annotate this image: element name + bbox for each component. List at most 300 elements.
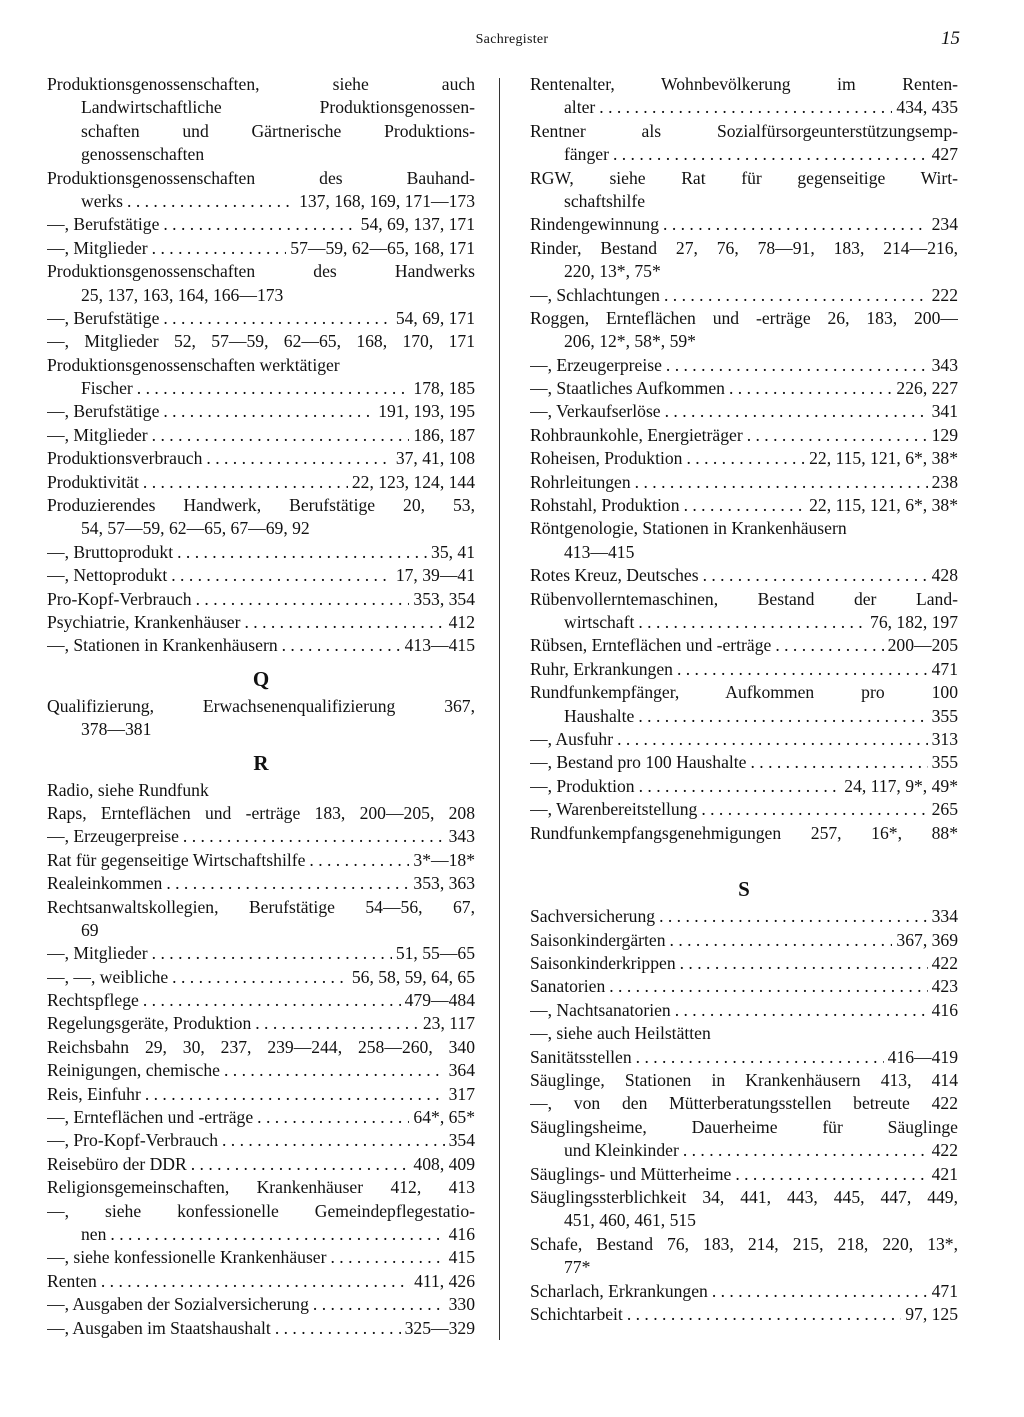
index-entry	[530, 681, 958, 704]
index-entry	[530, 798, 958, 821]
dot-leader	[677, 658, 928, 681]
page-references: 325—329	[404, 1317, 475, 1338]
entry-term: 69	[81, 919, 99, 940]
dot-leader	[686, 447, 805, 470]
entry-term: —, Bruttoprodukt	[47, 541, 174, 562]
dot-leader	[145, 1083, 445, 1106]
entry-term: Rübenvollerntemaschinen, Bestand der Land-	[530, 588, 958, 609]
entry-term: Sachversicherung	[530, 906, 656, 927]
index-entry	[47, 377, 475, 400]
dot-leader	[282, 634, 401, 657]
dot-leader	[775, 634, 883, 657]
index-entry	[47, 1270, 475, 1293]
entry-term: —, —, weibliche	[47, 966, 169, 987]
index-entry	[530, 611, 958, 634]
index-entry	[530, 330, 958, 353]
entry-term: 54, 57—59, 62—65, 67—69, 92	[81, 518, 310, 539]
dot-leader	[152, 237, 287, 260]
entry-term: —, Berufstätige	[47, 307, 160, 328]
index-entry	[47, 1200, 475, 1223]
index-entry	[530, 96, 958, 119]
dot-leader	[729, 377, 892, 400]
index-entry	[47, 120, 475, 143]
index-entry	[47, 237, 475, 260]
entry-term: —, Erzeugerpreise	[47, 826, 179, 847]
running-head: Sachregister	[475, 32, 549, 47]
index-entry	[47, 307, 475, 330]
entry-term: —, Mitglieder	[47, 424, 148, 445]
entry-term: Rentner als Sozialfürsorgeunterstützungsemp-	[530, 120, 958, 141]
entry-term: 77*	[564, 1257, 591, 1278]
index-entry	[47, 73, 475, 96]
dot-leader	[636, 1046, 884, 1069]
page-references: 423	[931, 976, 958, 997]
index-entry	[530, 190, 958, 213]
spacer	[530, 845, 958, 868]
entry-term: —, Ernteflächen und -erträge	[47, 1107, 254, 1128]
entry-term: —, Stationen in Krankenhäusern	[47, 635, 278, 656]
page-references: 412	[448, 611, 475, 632]
index-column-right	[530, 73, 958, 1326]
index-entry	[530, 1139, 958, 1162]
dot-leader	[617, 728, 928, 751]
page-references: 238	[931, 471, 958, 492]
index-entry	[530, 213, 958, 236]
dot-leader	[313, 1293, 445, 1316]
dot-leader	[703, 564, 928, 587]
entry-term: Rohrleitungen	[530, 471, 631, 492]
entry-term: 413—415	[564, 541, 635, 562]
entry-term: Reichsbahn 29, 30, 237, 239—244, 258—260, 340	[47, 1036, 475, 1057]
index-entry	[530, 354, 958, 377]
index-entry	[530, 1256, 958, 1279]
page-references: 137, 168, 169, 171—173	[299, 190, 475, 211]
page-references: 334	[931, 906, 958, 927]
index-entry	[530, 952, 958, 975]
entry-term: —, Mitglieder 52, 57—59, 62—65, 168, 170, 171	[47, 331, 475, 352]
dot-leader	[191, 1153, 410, 1176]
page-references: 341	[931, 401, 958, 422]
entry-term: Säuglings- und Mütterheime	[530, 1163, 732, 1184]
entry-term: —, siehe auch Heilstätten	[530, 1023, 711, 1044]
entry-term: —, Nachtsanatorien	[530, 999, 671, 1020]
index-entry	[47, 1106, 475, 1129]
index-entry	[47, 284, 475, 307]
index-entry	[530, 728, 958, 751]
entry-term: 206, 12*, 58*, 59*	[564, 331, 696, 352]
entry-term: Säuglingsheime, Dauerheime für Säuglinge	[530, 1116, 958, 1137]
entry-term: Religionsgemeinschaften, Krankenhäuser 412, 413	[47, 1177, 475, 1198]
entry-term: —, Berufstätige	[47, 401, 160, 422]
entry-term: Reinigungen, chemische	[47, 1060, 220, 1081]
dot-leader	[110, 1223, 444, 1246]
dot-leader	[309, 849, 409, 872]
index-entry	[47, 1246, 475, 1269]
entry-term: Produktionsgenossenschaften, siehe auch	[47, 74, 475, 94]
page-references: 317	[448, 1083, 475, 1104]
index-entry	[530, 705, 958, 728]
page-references: 191, 193, 195	[378, 401, 475, 422]
index-entry	[47, 1083, 475, 1106]
page-references: 186, 187	[413, 424, 475, 445]
entry-term: Saisonkinderkrippen	[530, 953, 676, 974]
page-number: 15	[941, 28, 960, 49]
dot-leader	[244, 611, 444, 634]
entry-term: Reisebüro der DDR	[47, 1153, 187, 1174]
dot-leader	[627, 1303, 901, 1326]
dot-leader	[206, 447, 391, 470]
entry-term: —, Mitglieder	[47, 237, 148, 258]
index-entry	[530, 237, 958, 260]
entry-term: Produktionsgenossenschaften des Bauhand-	[47, 167, 475, 188]
index-entry	[47, 1293, 475, 1316]
page-references: 367, 369	[896, 929, 958, 950]
dot-leader	[163, 213, 356, 236]
index-entry	[47, 872, 475, 895]
entry-term: schaftshilfe	[564, 190, 646, 211]
dot-leader	[196, 588, 410, 611]
entry-term: Rentenalter, Wohnbevölkerung im Renten-	[530, 74, 958, 94]
index-entry	[47, 517, 475, 540]
entry-term: —, Verkaufserlöse	[530, 401, 661, 422]
page-references: 76, 182, 197	[870, 611, 958, 632]
index-entry	[47, 260, 475, 283]
index-entry	[47, 213, 475, 236]
index-entry	[530, 447, 958, 470]
dot-leader	[639, 775, 841, 798]
entry-term: —, Warenbereitstellung	[530, 799, 698, 820]
dot-leader	[330, 1246, 444, 1269]
index-entry	[47, 919, 475, 942]
dot-leader	[675, 999, 928, 1022]
page-references: 416	[448, 1223, 475, 1244]
index-entry	[530, 905, 958, 928]
index-entry	[530, 541, 958, 564]
section-letter: S	[738, 877, 750, 902]
dot-leader	[684, 494, 806, 517]
entry-term: Säuglingssterblichkeit 34, 441, 443, 445, 447, 449,	[530, 1186, 958, 1207]
index-entry	[530, 1163, 958, 1186]
page-references: 413—415	[404, 635, 475, 656]
page-references: 421	[931, 1163, 958, 1184]
index-entry	[47, 1129, 475, 1152]
index-entry	[47, 1059, 475, 1082]
entry-term: Realeinkommen	[47, 873, 163, 894]
dot-leader	[635, 471, 928, 494]
index-entry	[47, 143, 475, 166]
page-references: 408, 409	[413, 1153, 475, 1174]
index-entry	[530, 143, 958, 166]
page-references: 57—59, 62—65, 168, 171	[290, 237, 475, 258]
entry-term: Roggen, Ernteflächen und -erträge 26, 183, 200—	[530, 307, 958, 328]
index-entry	[530, 1092, 958, 1115]
index-entry	[47, 447, 475, 470]
entry-term: nen	[81, 1223, 107, 1244]
entry-term: Haushalte	[564, 705, 635, 726]
entry-term: —, Ausfuhr	[530, 728, 614, 749]
index-entry	[47, 330, 475, 353]
index-entry	[530, 1116, 958, 1139]
entry-term: Qualifizierung, Erwachsenenqualifizierung 367,	[47, 695, 475, 716]
entry-term: —, Erzeugerpreise	[530, 354, 662, 375]
page-references: 200—205	[887, 635, 958, 656]
dot-leader	[747, 424, 928, 447]
dot-leader	[163, 307, 391, 330]
dot-leader	[638, 705, 927, 728]
page-references: 428	[931, 565, 958, 586]
dot-leader	[255, 1012, 419, 1035]
index-entry	[47, 588, 475, 611]
page-references: 24, 117, 9*, 49*	[844, 775, 958, 796]
page-references: 427	[931, 144, 958, 165]
page-references: 479—484	[404, 990, 475, 1011]
entry-term: Rotes Kreuz, Deutsches	[530, 565, 699, 586]
page-references: 355	[931, 705, 958, 726]
entry-term: —, Produktion	[530, 775, 635, 796]
index-entry	[530, 929, 958, 952]
dot-leader	[172, 966, 348, 989]
index-entry	[530, 424, 958, 447]
dot-leader	[638, 611, 866, 634]
page-references: 353, 363	[413, 873, 475, 894]
entry-term: Renten	[47, 1270, 97, 1291]
entry-term: —, Staatliches Aufkommen	[530, 378, 725, 399]
entry-term: Rinder, Bestand 27, 76, 78—91, 183, 214—216,	[530, 237, 958, 258]
index-entry	[47, 849, 475, 872]
entry-term: —, Nettoprodukt	[47, 565, 168, 586]
page-references: 471	[931, 658, 958, 679]
index-entry	[530, 377, 958, 400]
page-references: 343	[448, 826, 475, 847]
index-entry	[47, 190, 475, 213]
dot-leader	[659, 905, 928, 928]
dot-leader	[143, 471, 348, 494]
page-references: 222	[931, 284, 958, 305]
page-references: 97, 125	[905, 1303, 958, 1324]
entry-term: Produzierendes Handwerk, Berufstätige 20, 53,	[47, 495, 475, 516]
dot-leader	[101, 1270, 410, 1293]
entry-term: Produktionsgenossenschaften des Handwerks	[47, 261, 475, 282]
entry-term: Rechtspflege	[47, 990, 139, 1011]
index-entry	[47, 779, 475, 802]
page-references: 354	[448, 1130, 475, 1151]
entry-term: —, Bestand pro 100 Haushalte	[530, 752, 747, 773]
index-entry	[530, 260, 958, 283]
entry-term: —, Ausgaben der Sozialversicherung	[47, 1294, 309, 1315]
section-letter: Q	[252, 666, 270, 691]
page-references: 471	[931, 1280, 958, 1301]
entry-term: RGW, siehe Rat für gegenseitige Wirt-	[530, 167, 958, 188]
dot-leader	[275, 1317, 401, 1340]
page-references: 35, 41	[431, 541, 475, 562]
entry-term: Roheisen, Produktion	[530, 448, 683, 469]
index-entry	[47, 896, 475, 919]
dot-leader	[177, 541, 427, 564]
dot-leader	[257, 1106, 409, 1129]
page-references: 434, 435	[896, 97, 958, 118]
entry-term: Röntgenologie, Stationen in Krankenhäusern	[530, 518, 847, 539]
index-entry	[530, 975, 958, 998]
page-references: 17, 39—41	[395, 565, 475, 586]
index-entry	[47, 802, 475, 825]
index-entry	[47, 1012, 475, 1035]
index-entry	[530, 517, 958, 540]
index-entry	[47, 825, 475, 848]
page-references: 64*, 65*	[413, 1107, 475, 1128]
index-entry	[530, 1046, 958, 1069]
entry-term: Rundfunkempfänger, Aufkommen pro 100	[530, 682, 958, 703]
index-entry	[47, 1317, 475, 1340]
entry-term: Regelungsgeräte, Produktion	[47, 1013, 252, 1034]
section-letter: R	[253, 750, 269, 775]
dot-leader	[613, 143, 928, 166]
entry-term: Schafe, Bestand 76, 183, 214, 215, 218, 220, 13*,	[530, 1233, 958, 1254]
index-entry	[530, 1069, 958, 1092]
entry-term: Pro-Kopf-Verbrauch	[47, 588, 192, 609]
entry-term: —, Pro-Kopf-Verbrauch	[47, 1130, 218, 1151]
index-entry	[47, 96, 475, 119]
entry-term: Psychiatrie, Krankenhäuser	[47, 611, 241, 632]
entry-term: Rohbraunkohle, Energieträger	[530, 424, 743, 445]
page-references: 355	[931, 752, 958, 773]
entry-term: Rechtsanwaltskollegien, Berufstätige 54—56, 67,	[47, 896, 475, 917]
index-entry	[47, 564, 475, 587]
entry-term: —, siehe konfessionelle Gemeindepflegestatio-	[47, 1200, 475, 1221]
entry-term: Saisonkindergärten	[530, 929, 666, 950]
index-entry	[530, 73, 958, 96]
dot-leader	[664, 284, 928, 307]
dot-leader	[143, 989, 401, 1012]
index-entry	[530, 284, 958, 307]
page-references: 411, 426	[414, 1270, 475, 1291]
dot-leader	[735, 1163, 927, 1186]
entry-term: alter	[564, 97, 596, 118]
entry-term: Sanatorien	[530, 976, 606, 997]
dot-leader	[750, 751, 927, 774]
page-references: 343	[931, 354, 958, 375]
dot-leader	[152, 942, 392, 965]
entry-term: genossenschaften	[81, 144, 205, 165]
entry-term: Säuglinge, Stationen in Krankenhäusern 413, 414	[530, 1070, 958, 1091]
index-entry	[530, 1233, 958, 1256]
index-entry	[530, 1280, 958, 1303]
dot-leader	[171, 564, 392, 587]
dot-leader	[712, 1280, 928, 1303]
index-entry	[530, 1186, 958, 1209]
page-references: 37, 41, 108	[395, 448, 475, 469]
entry-term: Fischer	[81, 378, 133, 399]
dot-leader	[599, 96, 892, 119]
index-entry	[47, 989, 475, 1012]
index-entry	[530, 167, 958, 190]
dot-leader	[670, 929, 893, 952]
index-entry	[47, 167, 475, 190]
entry-term: Rohstahl, Produktion	[530, 495, 680, 516]
page-references: 313	[931, 728, 958, 749]
dot-leader	[152, 424, 410, 447]
index-entry	[47, 718, 475, 741]
index-entry	[530, 471, 958, 494]
index-entry	[530, 564, 958, 587]
dot-leader	[224, 1059, 445, 1082]
page-references: 416—419	[887, 1046, 958, 1067]
index-entry	[530, 999, 958, 1022]
page-header	[0, 28, 1024, 56]
entry-term: Raps, Ernteflächen und -erträge 183, 200—205, 208	[47, 802, 475, 823]
entry-term: 378—381	[81, 719, 152, 740]
entry-term: Sanitätsstellen	[530, 1046, 632, 1067]
dot-leader	[183, 825, 445, 848]
index-entry	[47, 494, 475, 517]
index-entry	[47, 695, 475, 718]
index-entry	[530, 1022, 958, 1045]
index-entry	[530, 400, 958, 423]
entry-term: 220, 13*, 75*	[564, 261, 661, 282]
page-references: 422	[931, 953, 958, 974]
index-entry	[530, 751, 958, 774]
page-references: 265	[931, 799, 958, 820]
entry-term: Rindengewinnung	[530, 214, 660, 235]
entry-term: und Kleinkinder	[564, 1140, 679, 1161]
index-entry	[47, 942, 475, 965]
page-references: 422	[931, 1140, 958, 1161]
page-references: 22, 115, 121, 6*, 38*	[809, 495, 958, 516]
page-references: 353, 354	[413, 588, 475, 609]
index-entry	[530, 494, 958, 517]
dot-leader	[701, 798, 927, 821]
page-references: 234	[931, 214, 958, 235]
index-entry	[530, 775, 958, 798]
index-entry	[530, 1303, 958, 1326]
dot-leader	[222, 1129, 445, 1152]
page-references: 416	[931, 999, 958, 1020]
dot-leader	[137, 377, 410, 400]
index-entry	[47, 354, 475, 377]
dot-leader	[666, 354, 928, 377]
entry-term: Rübsen, Ernteflächen und -erträge	[530, 635, 772, 656]
page-references: 330	[448, 1294, 475, 1315]
entry-term: 25, 137, 163, 164, 166—173	[81, 284, 284, 305]
entry-term: 451, 460, 461, 515	[564, 1210, 696, 1231]
entry-term: —, von den Mütterberatungsstellen betreute 422	[530, 1093, 958, 1114]
index-entry	[530, 658, 958, 681]
index-entry	[530, 1209, 958, 1232]
index-entry	[47, 1176, 475, 1199]
dot-leader	[163, 400, 374, 423]
dot-leader	[665, 400, 928, 423]
index-entry	[47, 400, 475, 423]
entry-term: Radio, siehe Rundfunk	[47, 779, 209, 800]
index-entry	[47, 966, 475, 989]
page-references: 129	[931, 424, 958, 445]
entry-term: werks	[81, 190, 124, 211]
entry-term: schaften und Gärtnerische Produktions-	[81, 120, 475, 141]
entry-term: Scharlach, Erkrankungen	[530, 1280, 708, 1301]
entry-term: —, Ausgaben im Staatshaushalt	[47, 1317, 271, 1338]
page-references: 415	[448, 1247, 475, 1268]
page-references: 22, 115, 121, 6*, 38*	[809, 448, 958, 469]
index-entry	[47, 1036, 475, 1059]
column-divider	[499, 78, 500, 1340]
index-entry	[47, 1153, 475, 1176]
entry-term: —, Mitglieder	[47, 943, 148, 964]
entry-term: fänger	[564, 144, 609, 165]
dot-leader	[663, 213, 928, 236]
entry-term: Produktivität	[47, 471, 139, 492]
entry-term: Rat für gegenseitige Wirtschaftshilfe	[47, 849, 306, 870]
page-references: 54, 69, 171	[395, 307, 475, 328]
page-references: 56, 58, 59, 64, 65	[351, 966, 475, 987]
